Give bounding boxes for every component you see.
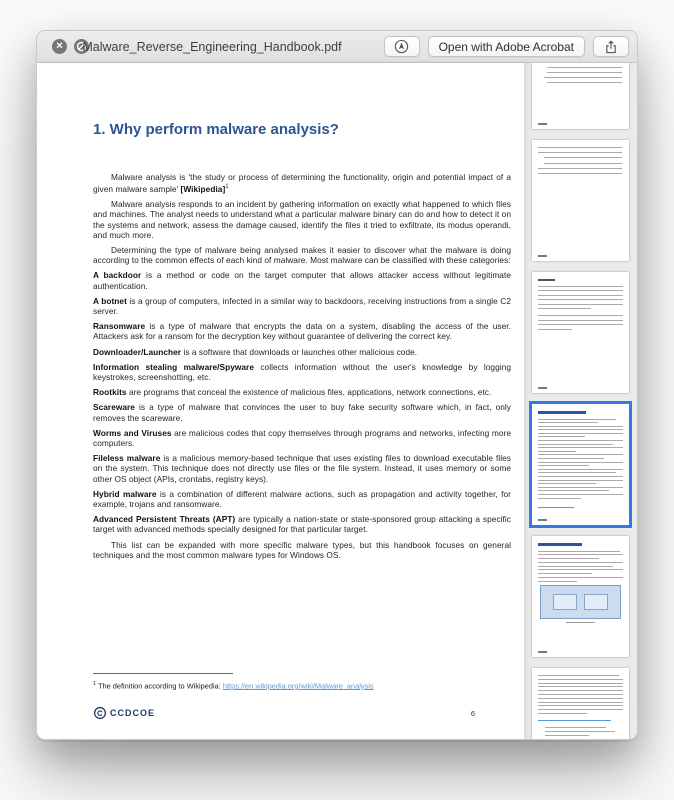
thumb-footer-mark	[538, 255, 547, 257]
paragraph: Malware analysis is 'the study or process of determining the functionality, origin and potential impact of a given malware sample' [Wikipedia]$^1$	[93, 172, 511, 194]
thumb-line	[538, 147, 622, 148]
thumb-line	[538, 444, 613, 445]
paragraph: Scareware is a type of malware that convinces the user to buy fake security software which, in fact, only removes the scareware.	[93, 402, 511, 423]
thumb-diagram-node	[553, 594, 577, 610]
thumb-line	[538, 566, 613, 567]
thumb-line	[538, 324, 623, 325]
thumb-line	[538, 720, 611, 721]
thumb-line	[538, 304, 623, 305]
thumb-line	[538, 577, 623, 578]
thumb-line	[538, 573, 592, 574]
thumb-line	[544, 157, 622, 158]
thumb-line	[538, 498, 581, 499]
thumb-line	[538, 679, 623, 680]
ccdcoe-logo	[93, 706, 155, 720]
thumb-line	[538, 543, 582, 546]
paragraph: Hybrid malware is a combination of different malware actions, such as propagation and activity together, for example, trojans and ransomware.	[93, 488, 511, 510]
thumb-line	[538, 440, 623, 441]
paragraph: Malware analysis responds to an incident by gathering information on exactly what happened to which files and machines. The analyst needs to understand what a particular malware binary can do and how to detect it on the systems and network, assess the damage caused, identify the files it tried to exfiltrate, its modus operandi, and much more.	[93, 199, 511, 240]
window-title: Malware_Reverse_Engineering_Handbook.pdf	[82, 40, 342, 54]
thumb-footer-mark	[538, 123, 547, 125]
paragraph: Fileless malware is a malicious memory-based technique that uses existing files to download executable files on the system. This technique does not directly use files or the file system. Instead, it uses memory or some other OS object (APIs, crontabs, registry keys).	[93, 453, 511, 484]
pdf-page	[37, 63, 524, 740]
thumb-line	[545, 735, 589, 736]
thumb-line	[538, 454, 623, 455]
titlebar[interactable]	[37, 31, 637, 63]
section-heading: 1. Why perform malware analysis?	[93, 121, 339, 138]
page-number: 6	[470, 708, 475, 718]
thumb-line	[538, 698, 623, 699]
thumb-line	[538, 299, 623, 300]
thumb-line	[538, 419, 616, 420]
thumb-line	[538, 480, 623, 481]
thumb-line	[538, 295, 623, 296]
thumb-line	[538, 411, 586, 414]
thumb-line	[547, 82, 622, 83]
thumb-line	[538, 447, 623, 448]
thumb-line	[538, 451, 576, 452]
ccdcoe-logo-text: CCDCOE	[110, 708, 156, 718]
thumb-line	[538, 168, 622, 169]
thumb-line	[538, 709, 623, 710]
thumb-line	[538, 320, 623, 321]
paragraph: A backdoor is a method or code on the target computer that allows attacker access without legitimate authentication.	[93, 270, 511, 291]
thumb-line	[538, 705, 623, 706]
page-footer	[93, 706, 475, 720]
paragraph: Worms and Viruses are malicious codes that copy themselves through programs and networks, infecting more computers.	[93, 427, 511, 449]
paragraph: Ransomware is a type of malware that encrypts the data on a system, disabling the access of the user. Attackers ask for a ransom for the decryption key without guarantee of delivering the correct key.	[93, 321, 511, 342]
footnote-text: The definition according to Wikipedia:	[96, 681, 223, 690]
share-button[interactable]	[593, 36, 629, 57]
thumb-line	[538, 429, 623, 430]
paragraph: Information stealing malware/Spyware collects information without the user's knowledge by logging keystrokes, screenshotting, etc.	[93, 361, 511, 383]
footnote-marker: 1	[93, 680, 97, 687]
thumb-line	[538, 433, 623, 434]
thumb-line	[538, 483, 596, 484]
thumb-line	[545, 731, 615, 732]
thumb-line	[538, 422, 598, 423]
thumb-line	[538, 554, 623, 555]
thumb-line	[538, 436, 585, 437]
ccdcoe-logo-icon	[93, 706, 107, 720]
open-with-acrobat-button[interactable]: Open with Adobe Acrobat	[428, 36, 585, 57]
thumb-line	[538, 465, 589, 466]
thumb-line	[538, 507, 574, 508]
page-body	[93, 172, 511, 560]
thumb-line	[538, 551, 620, 552]
paragraph: Downloader/Launcher is a software that downloads or launches other malicious code.	[93, 346, 418, 357]
thumbnail-abstract-page[interactable]	[532, 272, 629, 393]
thumbnail-why-perform-malware-analysis-page[interactable]	[532, 404, 629, 525]
thumb-line	[538, 152, 622, 153]
thumb-line	[538, 569, 623, 570]
thumbnail-body-text-page[interactable]	[532, 668, 629, 740]
thumb-line	[538, 494, 623, 495]
thumb-line	[538, 558, 599, 559]
block-button[interactable]	[74, 39, 89, 54]
thumb-line	[538, 683, 623, 684]
share-export-icon	[603, 39, 619, 55]
close-button[interactable]	[52, 39, 67, 54]
thumb-line	[538, 562, 623, 563]
paragraph: Advanced Persistent Threats (APT) are typically a nation-state or state-sponsored group attacking a specific target with advanced methods specially designed for that particular target.	[93, 514, 511, 535]
paragraph: A botnet is a group of computers, infected in a similar way to backdoors, receiving instructions from a single C2 server.	[93, 295, 512, 316]
thumb-line	[538, 581, 577, 582]
footnote-link[interactable]: https://en.wikipedia.org/wiki/Malware_analysis	[222, 681, 374, 690]
thumb-line	[538, 694, 623, 695]
thumb-line	[538, 472, 616, 473]
thumb-diagram	[540, 585, 621, 619]
document-viewer[interactable]	[37, 63, 524, 740]
circle-x-icon: ✕	[55, 40, 64, 51]
thumbnail-contents-page-1[interactable]	[532, 63, 629, 129]
markup-button[interactable]	[384, 36, 420, 57]
thumb-line	[538, 290, 623, 291]
thumb-line	[538, 308, 591, 309]
thumb-line	[545, 739, 599, 740]
thumb-line	[538, 173, 622, 174]
thumb-line	[538, 476, 623, 477]
markup-pen-icon	[393, 38, 410, 55]
thumb-line	[538, 426, 623, 427]
thumb-line	[538, 458, 604, 459]
thumb-line	[538, 686, 623, 687]
thumb-line	[538, 462, 623, 463]
circle-slash-icon	[74, 39, 89, 54]
thumb-line	[538, 487, 623, 488]
footnote-divider	[93, 673, 233, 674]
thumb-line	[545, 727, 606, 728]
thumb-footer-mark	[538, 387, 547, 389]
thumb-line	[538, 490, 609, 491]
paragraph: Rootkits are programs that conceal the existence of malicious files, applications, network connections, etc.	[93, 387, 492, 398]
thumb-line	[538, 690, 623, 691]
paragraph: This list can be expanded with more specific malware types, but this handbook focuses on general techniques and the most common malware types for Windows OS.	[93, 539, 511, 560]
thumbnail-lab-setup-page[interactable]	[532, 536, 629, 657]
thumb-footer-mark	[538, 651, 547, 653]
footnote-block	[93, 673, 511, 690]
thumbnail-sidebar[interactable]	[524, 63, 637, 740]
thumb-caption	[566, 622, 595, 623]
thumb-line	[547, 67, 622, 68]
thumb-footer-mark	[538, 519, 547, 521]
thumb-line	[547, 72, 622, 73]
thumb-line	[538, 469, 623, 470]
thumb-line	[538, 702, 623, 703]
footnote	[93, 681, 511, 690]
thumb-diagram-node	[584, 594, 608, 610]
paragraph: Determining the type of malware being analysed makes it easier to discover what the malware is doing according to the common effects of each kind of malware. Most malware can be classified with these categories:	[93, 244, 511, 266]
thumb-line	[544, 163, 622, 164]
thumb-line	[538, 713, 587, 714]
thumb-line	[538, 286, 623, 287]
thumb-line	[538, 315, 623, 316]
thumb-line	[538, 329, 572, 330]
thumb-line	[538, 675, 619, 676]
thumbnail-contents-page-2[interactable]	[532, 140, 629, 261]
thumb-line	[538, 279, 555, 281]
thumb-line	[544, 77, 622, 78]
preview-window	[36, 30, 638, 740]
